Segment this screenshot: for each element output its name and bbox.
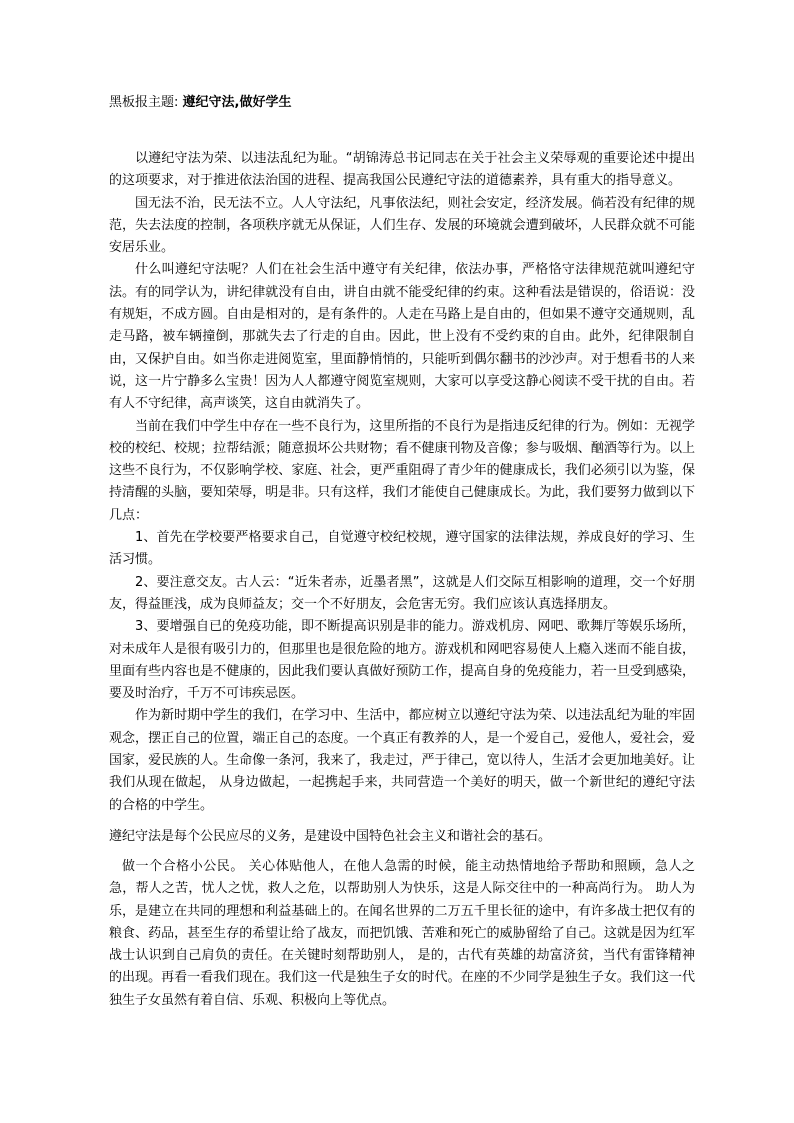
topic-label: 黑板报主题: xyxy=(109,95,179,110)
paragraph-rule-of-law: 国无法不治，民无法不立。人人守法纪，凡事依法纪，则社会安定，经济发展。倘若没有纪律的规范，失去法度的控制，各项秩序就无从保证，人们生存、发展的环境就会遭到破坏，人民群众就不可能安居乐业。 xyxy=(109,195,695,256)
paragraph-conclusion: 作为新时期中学生的我们，在学习中、生活中，都应树立以遵纪守法为荣、以违法乱纪为耻的牢固观念，摆正自己的位置，端正自己的态度。一个真正有教养的人，是一个爱自己，爱他人，爱社会，爱国家，爱民族的人。生命像一条河，我来了，我走过，严于律己，宽以待人，生活才会更加地美好。让我们从现在做起， 从身边做起，一起携起手来，共同营造一个美好的明天，做一个新世纪的遵纪守法的合格的中学生。 xyxy=(109,708,695,813)
paragraph-definition: 什么叫遵纪守法呢？人们在社会生活中遵守有关纪律，依法办事，严格恪守法律规范就叫遵纪守法。有的同学认为，讲纪律就没有自由，讲自由就不能受纪律的约束。这种看法是错误的，俗语说：没有规矩，不成方圆。自由是相对的，是有条件的。人走在马路上是自由的，但如果不遵守交通规则，乱走马路，被车辆撞倒，那就失去了行走的自由。因此，世上没有不受约束的自由。此外，纪律限制自由，又保护自由。如当你走进阅览室，里面静悄悄的，只能听到偶尔翻书的沙沙声。对于想看书的人来说，这一片宁静多么宝贵！因为人人都遵守阅览室规则，大家可以享受这静心阅读不受干扰的自由。若有人不守纪律，高声谈笑，这自由就消失了。 xyxy=(109,262,695,412)
statement xyxy=(109,826,695,848)
list-item-point-2: 2、要注意交友。古人云：“近朱者赤，近墨者黑”，这就是人们交际互相影响的道理，交一个好朋友，得益匪浅，成为良师益友；交一个不好朋友，会危害无穷。我们应该认真选择朋友。 xyxy=(109,574,695,612)
closing-section xyxy=(109,856,695,1012)
article-body xyxy=(109,148,695,817)
blackboard-topic xyxy=(109,93,291,113)
paragraph-bad-behaviors: 当前在我们中学生中存在一些不良行为，这里所指的不良行为是指违反纪律的行为。例如：无视学校的校纪、校规；拉帮结派；随意损坏公共财物；看不健康刊物及音像；参与吸烟、酗酒等行为。以上这些不良行为，不仅影响学校、家庭、社会，更严重阻碍了青少年的健康成长，我们必须引以为鉴，保持清醒的头脑，要知荣辱，明是非。只有这样，我们才能使自己健康成长。为此，我们要努力做到以下几点： xyxy=(109,418,695,523)
paragraph-intro: 以遵纪守法为荣、以违法乱纪为耻。“胡锦涛总书记同志在关于社会主义荣辱观的重要论述中提出的这项要求，对于推进依法治国的进程、提高我国公民遵纪守法的道德素养，具有重大的指导意义。 xyxy=(109,151,695,189)
statement-text: 遵纪守法是每个公民应尽的义务，是建设中国特色社会主义和谐社会的基石。 xyxy=(109,829,552,844)
list-item-point-3: 3、要增强自已的免疫功能，即不断提高识别是非的能力。游戏机房、网吧、歌舞厅等娱乐场所，对未成年人是很有吸引力的，但那里也是很危险的地方。游戏机和网吧容易使人上瘾入迷而不能自拔，里面有些内容也是不健康的，因此我们要认真做好预防工作，提高自身的免疫能力，若一旦受到感染，要及时治疗，千万不可讳疾忌医。 xyxy=(109,619,695,702)
topic-title: 遵纪守法,做好学生 xyxy=(182,95,292,110)
paragraph-closing: 做一个合格小公民。 关心体贴他人，在他人急需的时候，能主动热情地给予帮助和照顾，急人之急，帮人之苦，忧人之忧，救人之危，以帮助别人为快乐，这是人际交往中的一种高尚行为。 助人为乐，是建立在共同的理想和利益基础上的。在闻名世界的二万五千里长征的途中，有许多战士把仅有的粮食、药品，甚至生存的希望让给了战友，而把饥饿、苦难和死亡的威胁留给了自己。这就是因为红军战士认识到自己肩负的责任。在关键时刻帮助别人， 是的，古代有英雄的劫富济贫，当代有雷锋精神的出现。再看一看我们现在。我们这一代是独生子女的时代。在座的不少同学是独生子女。我们这一代独生子女虽然有着自信、乐观、积极向上等优点。 xyxy=(109,859,695,1008)
list-item-point-1: 1、首先在学校要严格要求自己，自觉遵守校纪校规，遵守国家的法律法规，养成良好的学习、生活习惯。 xyxy=(109,530,695,568)
